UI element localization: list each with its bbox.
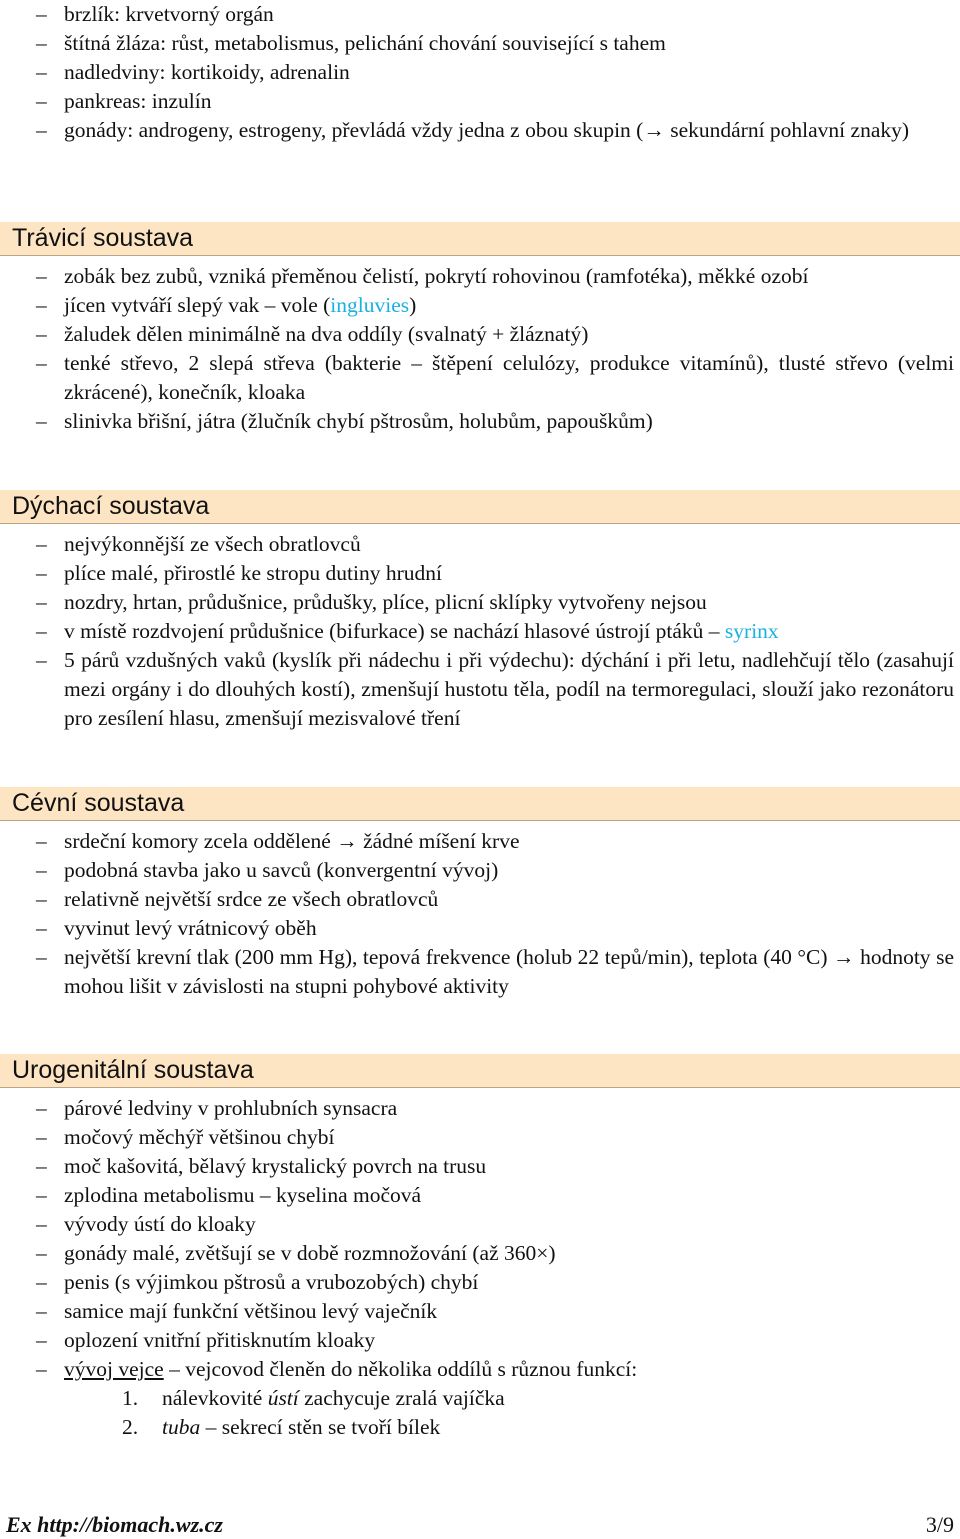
list-item: – slinivka břišní, játra (žlučník chybí pštrosům, holubům, papouškům): [0, 407, 960, 436]
list-item: – podobná stavba jako u savců (konvergentní vývoj): [0, 856, 960, 885]
list-item: – pankreas: inzulín: [0, 87, 960, 116]
bullet-dash: –: [36, 1125, 47, 1149]
item-number: 2.: [122, 1415, 139, 1439]
bullet-dash: –: [36, 858, 47, 882]
bullet-dash: –: [36, 322, 47, 346]
bullet-dash: –: [36, 916, 47, 940]
list-item: – zplodina metabolismu – kyselina močová: [0, 1181, 960, 1210]
bullet-dash: –: [36, 532, 47, 556]
bullet-dash: –: [36, 1241, 47, 1265]
list-item: – moč kašovitá, bělavý krystalický povrch na trusu: [0, 1152, 960, 1181]
section-heading: Cévní soustava: [0, 787, 960, 821]
digestive-list: [0, 262, 960, 436]
list-item: – v místě rozdvojení průdušnice (bifurkace) se nachází hlasové ústrojí ptáků – syrinx: [0, 617, 960, 646]
urogenital-section: [0, 1054, 960, 1442]
list-item: – největší krevní tlak (200 mm Hg), tepová frekvence (holub 22 tepů/min), teplota (40 °C) → hodnoty se mohou lišit v závislosti na stupni pohybové aktivity: [36, 945, 954, 998]
section-heading: Urogenitální soustava: [0, 1054, 960, 1088]
bullet-dash: –: [36, 829, 47, 853]
list-item: – nadledviny: kortikoidy, adrenalin: [0, 58, 960, 87]
respiratory-section: [0, 490, 960, 733]
list-item: – štítná žláza: růst, metabolismus, pelichání chování související s tahem: [0, 29, 960, 58]
list-item: – vyvinut levý vrátnicový oběh: [0, 914, 960, 943]
bullet-dash: –: [36, 351, 47, 375]
bullet-dash: –: [36, 1212, 47, 1236]
page-number: 3/9: [925, 1512, 954, 1537]
italic-term: tuba: [162, 1415, 201, 1439]
bullet-dash: –: [36, 648, 47, 672]
bullet-dash: –: [36, 1154, 47, 1178]
list-item: – gonády malé, zvětšují se v době rozmnožování (až 360×): [0, 1239, 960, 1268]
list-item: – srdeční komory zcela oddělené → žádné míšení krve: [0, 827, 960, 856]
sub-list-item: 2. tuba – sekrecí stěn se tvoří bílek: [0, 1413, 960, 1442]
sub-list-item: 1. nálevkovité ústí zachycuje zralá vajíčka: [0, 1384, 960, 1413]
list-item: – žaludek dělen minimálně na dva oddíly (svalnatý + žláznatý): [0, 320, 960, 349]
underlined-term: vývoj vejce: [64, 1357, 164, 1381]
endocrine-list: [0, 0, 960, 145]
bullet-dash: –: [36, 619, 47, 643]
circulatory-section: [0, 787, 960, 1001]
bullet-dash: –: [36, 60, 47, 84]
list-item: – penis (s výjimkou pštrosů a vrubozobých) chybí: [0, 1268, 960, 1297]
page-footer: [0, 1510, 960, 1539]
list-item: – 5 párů vzdušných vaků (kyslík při nádechu i při výdechu): dýchání i při letu, nadlehčují tělo (zasahují mezi orgány i do dlouhých kostí), zmenšují hustotu těla, podíl na termoregulaci, slouží jako rezonátoru pro zesílení hlasu, zmenšují mezisvalové tření: [36, 648, 954, 730]
list-item: – nozdry, hrtan, průdušnice, průdušky, plíce, plicní sklípky vytvořeny nejsou: [0, 588, 960, 617]
bullet-dash: –: [36, 1183, 47, 1207]
bullet-dash: –: [36, 118, 47, 142]
digestive-section: [0, 222, 960, 436]
bullet-dash: –: [36, 561, 47, 585]
bullet-dash: –: [36, 89, 47, 113]
urogenital-list: [0, 1094, 960, 1384]
list-item: – brzlík: krvetvorný orgán: [0, 0, 960, 29]
bullet-dash: –: [36, 293, 47, 317]
bullet-dash: –: [36, 1328, 47, 1352]
bullet-dash: –: [36, 945, 47, 969]
term-highlight: syrinx: [724, 619, 779, 643]
italic-term: ústí: [267, 1386, 299, 1410]
bullet-dash: –: [36, 1096, 47, 1120]
list-item: – vývody ústí do kloaky: [0, 1210, 960, 1239]
bullet-dash: –: [36, 1270, 47, 1294]
oviduct-sublist: [0, 1384, 960, 1442]
source-link[interactable]: Ex http://biomach.wz.cz: [6, 1512, 223, 1537]
bullet-dash: –: [36, 1299, 47, 1323]
list-item: – relativně největší srdce ze všech obratlovců: [0, 885, 960, 914]
bullet-dash: –: [36, 409, 47, 433]
list-item: – nejvýkonnější ze všech obratlovců: [0, 530, 960, 559]
bullet-dash: –: [36, 2, 47, 26]
list-item: – samice mají funkční většinou levý vaječník: [0, 1297, 960, 1326]
list-item: – párové ledviny v prohlubních synsacra: [0, 1094, 960, 1123]
list-item: – tenké střevo, 2 slepá střeva (bakterie – štěpení celulózy, produkce vitamínů), tlusté střevo (velmi zkrácené), konečník, kloaka: [36, 351, 954, 404]
list-item: – močový měchýř většinou chybí: [0, 1123, 960, 1152]
list-item: – vývoj vejce – vejcovod členěn do několika oddílů s různou funkcí:: [0, 1355, 960, 1384]
list-item: – gonády: androgeny, estrogeny, převládá vždy jedna z obou skupin (→ sekundární pohlavní znaky): [0, 116, 960, 145]
circulatory-list: [0, 827, 960, 1001]
list-item: – plíce malé, přirostlé ke stropu dutiny hrudní: [0, 559, 960, 588]
list-item: – zobák bez zubů, vzniká přeměnou čelistí, pokrytí rohovinou (ramfotéka), měkké ozobí: [0, 262, 960, 291]
item-number: 1.: [122, 1386, 139, 1410]
section-heading: Trávicí soustava: [0, 222, 960, 256]
bullet-dash: –: [36, 31, 47, 55]
list-item: – oplození vnitřní přitisknutím kloaky: [0, 1326, 960, 1355]
bullet-dash: –: [36, 264, 47, 288]
endocrine-continuation: [0, 0, 960, 145]
list-item: – jícen vytváří slepý vak – vole (ingluvies): [0, 291, 960, 320]
respiratory-list: [0, 530, 960, 733]
term-highlight: ingluvies: [330, 293, 410, 317]
section-heading: Dýchací soustava: [0, 490, 960, 524]
bullet-dash: –: [36, 887, 47, 911]
bullet-dash: –: [36, 1357, 47, 1381]
bullet-dash: –: [36, 590, 47, 614]
